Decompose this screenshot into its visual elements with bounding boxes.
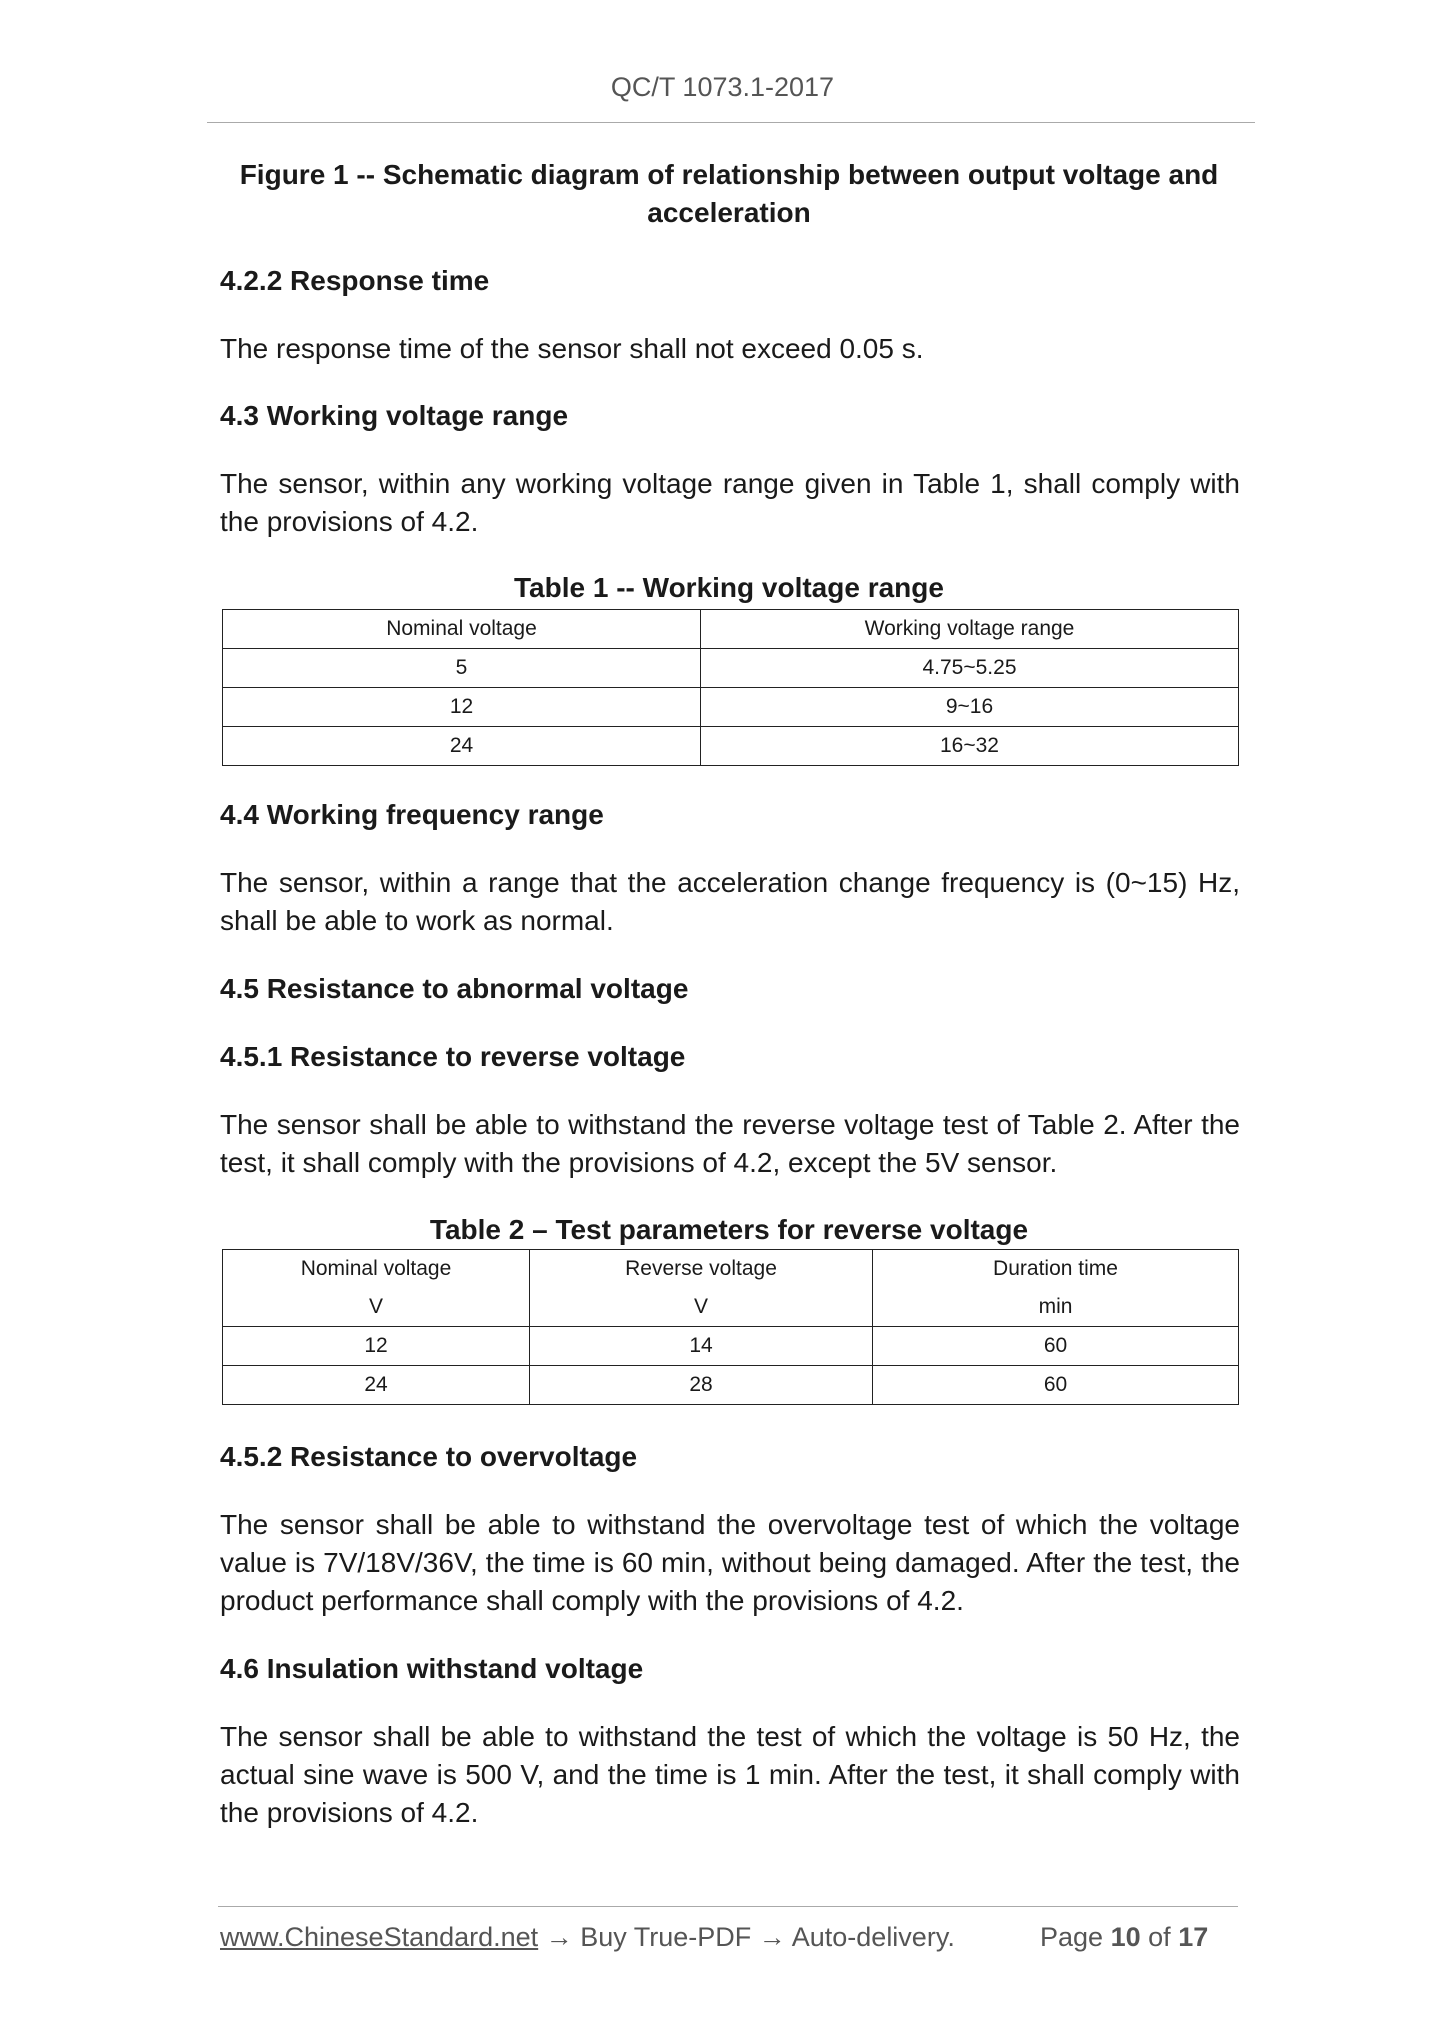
website-link[interactable]: www.ChineseStandard.net [220,1922,539,1952]
header-unit: V [368,1295,383,1318]
table1-header-row [223,610,1239,649]
table1-header-cell: Working voltage range [701,610,1239,649]
header-unit: V [693,1295,708,1318]
para-4-6: The sensor shall be able to withstand the test of which the voltage is 50 Hz, the actual sine wave is 500 V, and the time is 1 min. After the test, it shall comply with the provisions of 4.2. [220,1721,1240,1828]
table-row [223,649,1239,688]
page-label: Page [1040,1922,1104,1952]
heading-4-5-2: 4.5.2 Resistance to overvoltage [220,1441,638,1472]
page-total: 17 [1178,1922,1209,1952]
header-label: Duration time [993,1257,1118,1280]
table-cell: 12 [223,1327,530,1366]
document-code: QC/T 1073.1-2017 [610,72,835,102]
heading-4-5: 4.5 Resistance to abnormal voltage [220,973,689,1004]
table1-caption: Table 1 -- Working voltage range [514,572,944,603]
para-4-3: The sensor, within any working voltage range given in Table 1, shall comply with the provisions of 4.2. [220,468,1240,537]
table1-header-cell: Nominal voltage [223,610,701,649]
table2 [222,1249,1239,1405]
footer-promo [220,1922,955,1953]
table-cell: 28 [530,1366,873,1405]
table-cell: 4.75~5.25 [701,649,1239,688]
header-unit: min [1038,1295,1073,1318]
table-cell: 60 [873,1366,1239,1405]
table-cell: 16~32 [701,727,1239,766]
header-label: Nominal voltage [300,1257,452,1280]
para-4-5-1: The sensor shall be able to withstand the reverse voltage test of Table 2. After the test, it shall comply with the provisions of 4.2, except the 5V sensor. [220,1109,1240,1178]
heading-4-5-1: 4.5.1 Resistance to reverse voltage [220,1041,686,1072]
table-cell: 24 [223,1366,530,1405]
heading-4-6: 4.6 Insulation withstand voltage [220,1653,644,1684]
table-cell: 24 [223,727,701,766]
table-row [223,1327,1239,1366]
table-cell: 9~16 [701,688,1239,727]
table2-header-row [223,1250,1239,1327]
table-cell: 12 [223,688,701,727]
footer-promo-text: → Buy True-PDF → Auto-delivery. [538,1922,955,1952]
heading-4-4: 4.4 Working frequency range [220,799,604,830]
para-4-2-2: The response time of the sensor shall not exceed 0.05 s. [220,333,924,364]
table-row [223,727,1239,766]
heading-4-3: 4.3 Working voltage range [220,400,569,431]
of-label: of [1148,1922,1171,1952]
heading-4-2-2: 4.2.2 Response time [220,265,490,296]
table2-header-cell [530,1250,873,1327]
para-4-5-2: The sensor shall be able to withstand the overvoltage test of which the voltage value is 7V/18V/36V, the time is 60 min, without being damaged. After the test, the product performance shall comply with the provisions of 4.2. [220,1509,1240,1616]
table-cell: 60 [873,1327,1239,1366]
table1 [222,609,1239,766]
header-divider [207,122,1255,123]
header-label: Reverse voltage [625,1257,777,1280]
table-row [223,688,1239,727]
page-indicator [1040,1922,1208,1953]
para-4-4: The sensor, within a range that the acceleration change frequency is (0~15) Hz, shall be able to work as normal. [220,867,1240,936]
table2-header-cell [873,1250,1239,1327]
footer-divider [218,1906,1238,1907]
table-cell: 14 [530,1327,873,1366]
page-number: 10 [1110,1922,1141,1952]
table-row [223,1366,1239,1405]
table-cell: 5 [223,649,701,688]
table2-header-cell [223,1250,530,1327]
table2-caption: Table 2 – Test parameters for reverse voltage [429,1214,1029,1245]
figure-caption: Figure 1 -- Schematic diagram of relationship between output voltage and acceleration [239,159,1219,228]
